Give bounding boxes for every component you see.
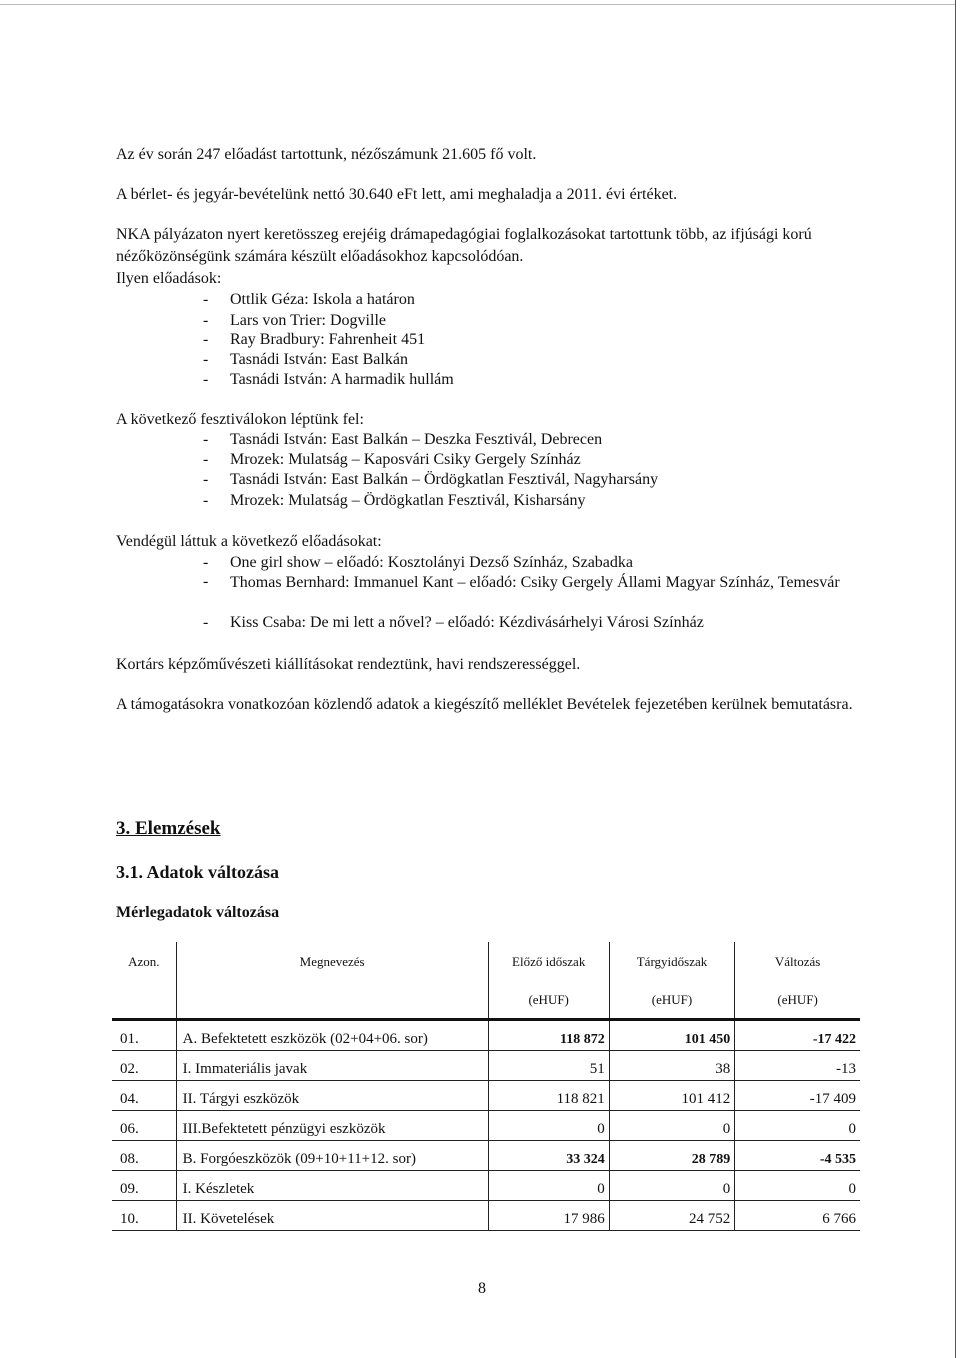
balance-sheet-table [112,942,860,1231]
column-header-megnevezes: Megnevezés [176,942,488,982]
paragraph-grants-note: A támogatásokra vonatkozóan közlendő adatok a kiegészítő melléklet Bevételek fejezetében kerülnek bemutatásra. [116,696,853,713]
paragraph-attendance: Az év során 247 előadást tartottunk, nézőszámunk 21.605 fő volt. [116,146,537,163]
unit-label: (eHUF) [609,982,734,1020]
table-row [112,1141,860,1171]
list-dash: - [203,492,209,509]
row-current-value: 0 [609,1171,734,1201]
row-change-value: -17 409 [735,1081,860,1111]
row-previous-value: 0 [488,1111,609,1141]
section-heading: 3. Elemzések [116,818,221,839]
table-unit-row [112,982,860,1020]
table-row [112,1051,860,1081]
list-dash: - [203,351,209,368]
paragraph-such-performances: Ilyen előadások: [116,270,222,287]
row-previous-value: 118 821 [488,1081,609,1111]
row-id: 02. [112,1051,176,1081]
list-dash: - [203,431,209,448]
row-current-value: 0 [609,1111,734,1141]
row-previous-value: 51 [488,1051,609,1081]
row-current-value: 38 [609,1051,734,1081]
row-name: B. Forgóeszközök (09+10+11+12. sor) [176,1141,488,1171]
table-row [112,1201,860,1231]
row-current-value: 101 412 [609,1081,734,1111]
list-dash: - [203,554,209,571]
table-row [112,1081,860,1111]
column-header-azon: Azon. [128,954,160,969]
row-change-value: 0 [735,1171,860,1201]
row-id: 04. [112,1081,176,1111]
list-dash: - [203,471,209,488]
row-id: 01. [112,1020,176,1051]
paragraph-exhibitions: Kortárs képzőművészeti kiállításokat rendeztünk, havi rendszerességgel. [116,656,581,673]
list-dash: - [203,312,209,329]
row-name: III.Befektetett pénzügyi eszközök [176,1111,488,1141]
row-previous-value: 118 872 [488,1020,609,1051]
row-id: 09. [112,1171,176,1201]
list-dash: - [203,331,209,348]
page-number: 8 [478,1280,486,1297]
column-header-targy: Tárgyidőszak [609,942,734,982]
table-row [112,1171,860,1201]
paragraph-festivals: A következő fesztiválokon léptünk fel: [116,411,364,428]
column-header-elozo: Előző időszak [488,942,609,982]
list-dash: - [203,371,209,388]
row-previous-value: 33 324 [488,1141,609,1171]
unit-label: (eHUF) [488,982,609,1020]
row-id: 06. [112,1111,176,1141]
subsection-heading: 3.1. Adatok változása [116,862,280,882]
row-name: I. Immateriális javak [176,1051,488,1081]
document-page: Az év során 247 előadást tartottunk, nézőszámunk 21.605 fő volt. A bérlet- és jegyár-bevételünk nettó 30.640 eFt lett, ami meghaladja a 2011. évi értéket. NKA pályázaton nyert keretösszeg erejéig drámapedagógiai foglalkozásokat tartottunk több, az ifjúsági korú nézőközönségünk számára készült előadásokhoz kapcsolódóan. Ilyen előadások: - Ottlik Géza: Iskola a határon - Lars von Trier: Dogville - Ray Bradbury: Fahrenheit 451 - Tasnádi István: East Balkán - Tasnádi István: A harmadik hullám A következő fesztiválokon léptünk fel: - Tasnádi István: East Balkán – Deszka Fesztivál, Debrecen - Mrozek: Mulatság – Kaposvári Csiky Gergely Színház - Tasnádi István: East Balkán – Ördögkatlan Fesztivál, Nagyharsány - Mrozek: Mulatság – Ördögkatlan Fesztivál, Kisharsány Vendégül láttuk a következő előadásokat: - One girl show – előadó: Kosztolányi Dezső Színház, Szabadka - Thomas Bernhard: Immanuel Kant – előadó: Csiky Gergely Állami Magyar Színház, Temesvár - Kiss Csaba: De mi lett a nővel? – előadó: Kézdivásárhelyi Városi Színház Kortárs képzőművészeti kiállításokat rendeztünk, havi rendszerességgel. A támogatásokra vonatkozóan közlendő adatok a kiegészítő melléklet Bevételek fejezetében kerülnek bemutatásra. 3. Elemzések 3.1. Adatok változása Mérlegadatok változása Azon. Megnevezés Előző időszak Tárgyidőszak Változás (eHUF) (eHUF) (eHUF) 01. A. Befektetett eszközök (02+04+06. sor) 118 872 101 450 -17 422 02. I. Immateriális javak 51 38 -13 04. II. Tárgyi eszközök 118 821 101 412 -17 409 06. III.Befektetett pénzügyi eszközök 0 0 0 08. B. Forgóeszközök (09+10+11+12. sor) 33 324 28 789 -4 535 09. I. Készletek 0 0 0 10. II. Követelések 17 986 24 752 6 766 8 [0,0,960,1358]
list-dash: - [203,291,209,308]
row-name: II. Tárgyi eszközök [176,1081,488,1111]
row-name: A. Befektetett eszközök (02+04+06. sor) [176,1020,488,1051]
row-id: 10. [112,1201,176,1231]
row-change-value: 6 766 [735,1201,860,1231]
paragraph-guests: Vendégül láttuk a következő előadásokat: [116,533,382,550]
row-id: 08. [112,1141,176,1171]
row-name: II. Követelések [176,1201,488,1231]
row-previous-value: 0 [488,1171,609,1201]
column-header-valtozas: Változás [735,942,860,982]
row-change-value: 0 [735,1111,860,1141]
row-current-value: 101 450 [609,1020,734,1051]
row-change-value: -4 535 [735,1141,860,1171]
list-dash: - [203,614,209,631]
paragraph-nka-grant: NKA pályázaton nyert keretösszeg erejéig drámapedagógiai foglalkozásokat tartottunk több, az ifjúsági korú nézőközönségünk számára készült előadásokhoz kapcsolódóan. [116,226,812,265]
table-header-row [112,942,860,982]
table-title: Mérlegadatok változása [116,904,280,921]
row-name: I. Készletek [176,1171,488,1201]
row-change-value: -13 [735,1051,860,1081]
row-current-value: 24 752 [609,1201,734,1231]
row-previous-value: 17 986 [488,1201,609,1231]
list-dash: - [203,573,209,590]
row-change-value: -17 422 [735,1020,860,1051]
list-dash: - [203,451,209,468]
table-row [112,1111,860,1141]
row-current-value: 28 789 [609,1141,734,1171]
unit-label: (eHUF) [735,982,860,1020]
paragraph-ticket-revenue: A bérlet- és jegyár-bevételünk nettó 30.640 eFt lett, ami meghaladja a 2011. évi értéket. [116,186,678,203]
table-row [112,1020,860,1051]
